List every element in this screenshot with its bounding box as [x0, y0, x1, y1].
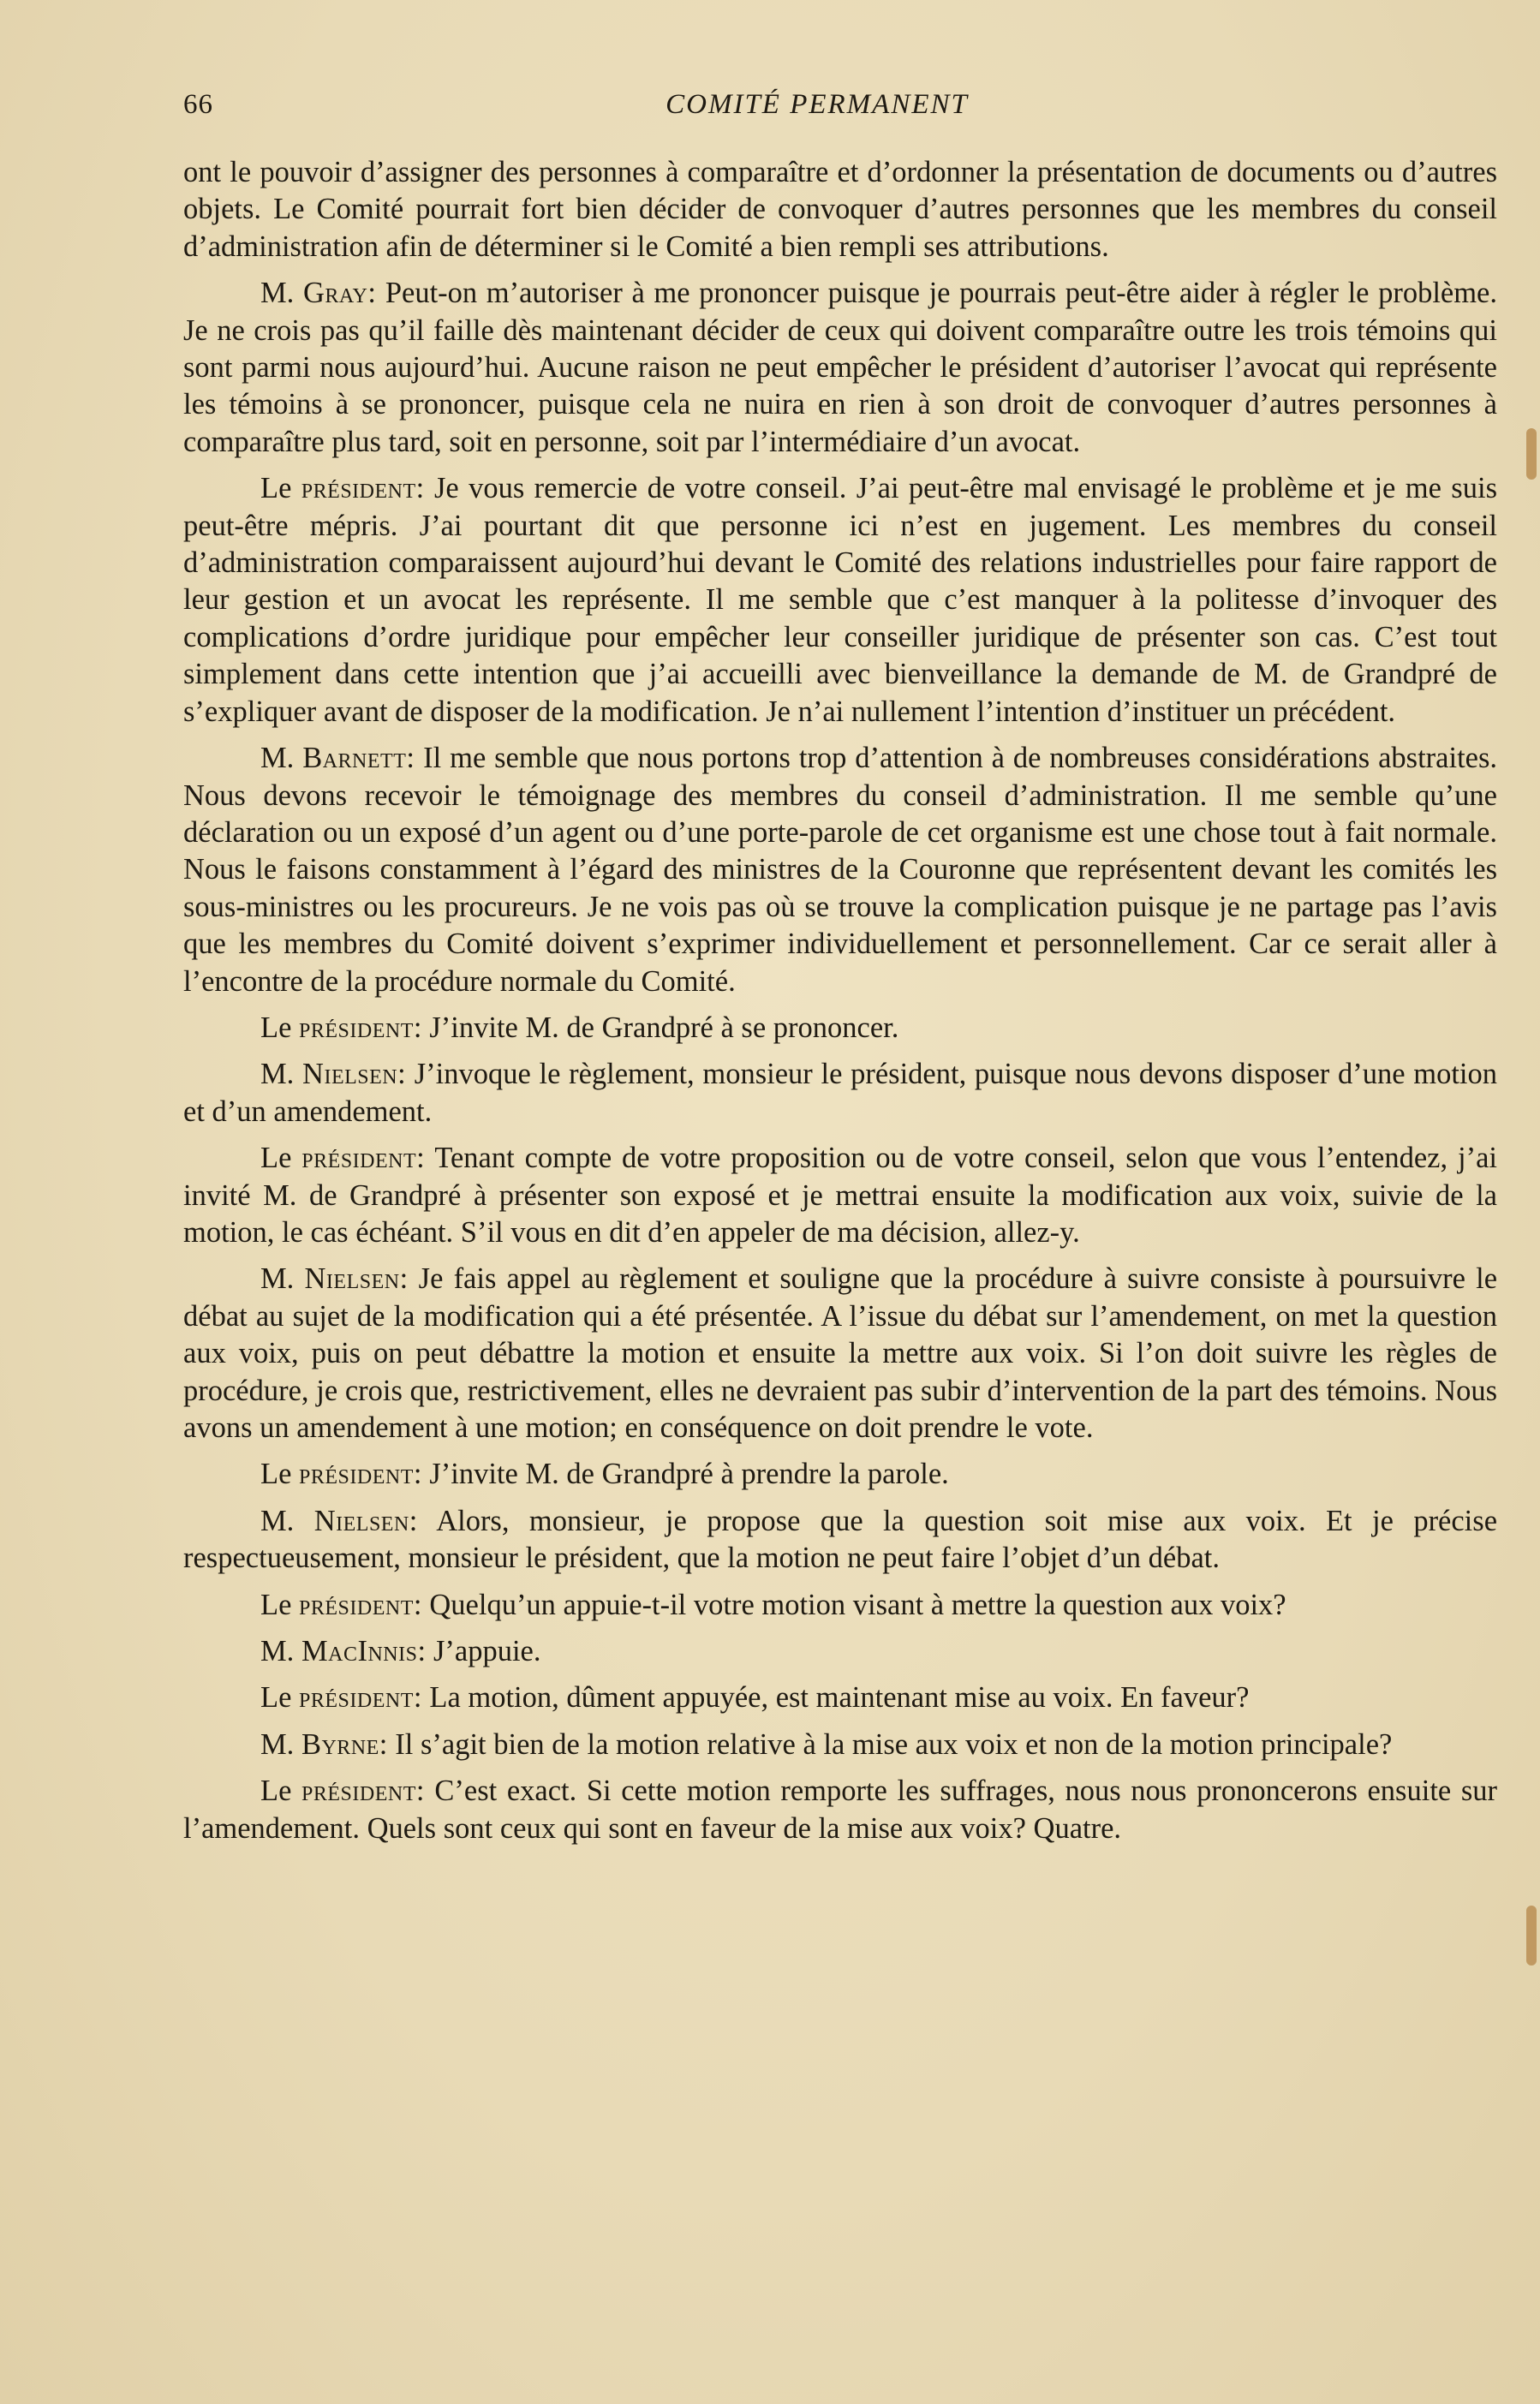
page-edge-mark: [1526, 428, 1537, 480]
paragraph-text: C’est exact. Si cette motion remporte les suffrages, nous nous prononcerons ensuite sur l’amendement. Quels sont ceux qui sont en faveur de la mise aux voix? Quatre.: [183, 1775, 1498, 1845]
paragraph-text: Peut-on m’autoriser à me prononcer puisque je pourrais peut-être aider à régler le problème. Je ne crois pas qu’il faille dès maintenant décider de ceux qui doivent comparaître outre les trois témoins qui sont parmi nous aujourd’hui. Aucune raison ne peut empêcher le président d’autoriser l’avocat qui représente les témoins à se prononcer, puisque cela ne nuira en rien à son droit de convoquer d’autres personnes à comparaître plus tard, soit en personne, soit par l’intermédiaire d’un avocat.: [183, 277, 1497, 458]
speaker-prefix: Le: [260, 1458, 292, 1491]
paragraph-continuation: [183, 154, 1497, 265]
speaker-name: Nielsen: [302, 1058, 398, 1091]
paragraph-nielsen-3: M. Nielsen: Alors, monsieur, je propose que la question soit mise aux voix. Et je précise respectueusement, monsieur le président, que la motion ne peut faire l’objet d’un débat.: [183, 1504, 1498, 1575]
speaker-prefix: Le: [260, 1011, 292, 1044]
paragraph-president-4: Le président: J’invite M. de Grandpré à prendre la parole.: [260, 1458, 949, 1491]
paragraph-president-7: Le président: C’est exact. Si cette motion remporte les suffrages, nous nous prononcerons ensuite sur l’amendement. Quels sont ceux qui sont en faveur de la mise aux voix? Quatre.: [183, 1775, 1498, 1845]
speaker-prefix: M.: [260, 1262, 295, 1296]
running-title: COMITÉ PERMANENT: [666, 89, 969, 120]
paragraph-gray: M. Gray: Peut-on m’autoriser à me prononcer puisque je pourrais peut-être aider à régler le problème. Je ne crois pas qu’il faille dès maintenant décider de ceux qui doivent comparaître outre les trois témoins qui sont parmi nous aujourd’hui. Aucune raison ne peut empêcher le président d’autoriser l’avocat qui représente les témoins à se prononcer, puisque cela ne nuira en rien à son droit de convoquer d’autres personnes à comparaître plus tard, soit en personne, soit par l’intermédiaire d’un avocat.: [183, 277, 1497, 458]
running-header: [183, 82, 1494, 134]
paragraph-text: ont le pouvoir d’assigner des personnes à comparaître et d’ordonner la présentation de documents ou d’autres objets. Le Comité pourrait fort bien décider de convoquer d’autres personnes que les membres du conseil d’administration afin de déterminer si le Comité a bien rempli ses attributions.: [183, 156, 1497, 263]
speaker-prefix: Le: [260, 1588, 292, 1621]
speaker-name: Nielsen: [304, 1262, 400, 1296]
paragraph-text: Il s’agit bien de la motion relative à la mise aux voix et non de la motion principale?: [395, 1727, 1393, 1761]
paragraph-text: J’invite M. de Grandpré à prendre la parole.: [429, 1458, 949, 1491]
speaker-prefix: M.: [260, 1727, 295, 1761]
speaker-name: Gray: [302, 277, 368, 310]
paragraph-text: La motion, dûment appuyée, est maintenant mise au voix. En faveur?: [429, 1681, 1250, 1715]
page-edge-mark: [1526, 1906, 1537, 1966]
speaker-prefix: Le: [260, 472, 292, 505]
speaker-name: président: [301, 1775, 416, 1808]
paragraph-text: J’invite M. de Grandpré à se prononcer.: [429, 1011, 899, 1044]
page-number: 66: [183, 89, 213, 120]
document-body: [183, 154, 1497, 1857]
speaker-name: président: [301, 1142, 417, 1175]
speaker-prefix: M.: [260, 277, 295, 310]
paragraph-barnett: M. Barnett: Il me semble que nous portons trop d’attention à de nombreuses considérations abstraites. Nous devons recevoir le témoignage des membres du conseil d’administration. Il me semble qu’une déclaration ou un exposé d’un agent ou d’une porte-parole de cet organisme est une chose tout à fait normale. Nous le faisons constamment à l’égard des ministres de la Couronne que représentent devant les comités les sous-ministres ou les procureurs. Je ne vois pas où se trouve la complication puisque je ne partage pas l’avis que les membres du Comité doivent s’exprimer individuellement et personnellement. Car ce serait aller à l’encontre de la procédure normale du Comité.: [183, 742, 1498, 998]
paragraph-nielsen-1: M. Nielsen: J’invoque le règlement, monsieur le président, puisque nous devons disposer d’une motion et d’un amendement.: [183, 1058, 1498, 1128]
speaker-name: MacInnis: [301, 1635, 418, 1668]
speaker-name: président: [299, 1011, 414, 1044]
speaker-name: président: [299, 1588, 414, 1621]
speaker-name: président: [299, 1681, 414, 1715]
paragraph-byrne: M. Byrne: Il s’agit bien de la motion relative à la mise aux voix et non de la motion principale?: [260, 1727, 1393, 1761]
paragraph-text: Alors, monsieur, je propose que la question soit mise aux voix. Et je précise respectueusement, monsieur le président, que la motion ne peut faire l’objet d’un débat.: [183, 1504, 1498, 1575]
speaker-prefix: Le: [260, 1775, 292, 1808]
speaker-prefix: M.: [260, 742, 295, 775]
speaker-name: Nielsen: [313, 1504, 409, 1537]
paragraph-macinnis: M. MacInnis: J’appuie.: [260, 1635, 541, 1668]
speaker-prefix: M.: [260, 1504, 295, 1537]
paragraph-text: Je vous remercie de votre conseil. J’ai peut-être mal envisagé le problème et je me suis peut-être mépris. J’ai pourtant dit que personne ici n’est en jugement. Les membres du conseil d’administration comparaissent aujourd’hui devant le Comité des relations industrielles pour faire rapport de leur gestion et un avocat les représente. Il me semble que c’est manquer à la politesse d’invoquer des complications d’ordre juridique pour empêcher leur conseiller juridique de présenter son cas. C’est tout simplement dans cette intention que j’ai accueilli avec bienveillance la demande de M. de Grandpré de s’expliquer avant de disposer de la modification. Je n’ai nullement l’intention d’instituer un précédent.: [183, 472, 1497, 728]
paragraph-president-6: Le président: La motion, dûment appuyée, est maintenant mise au voix. En faveur?: [260, 1681, 1250, 1715]
paragraph-text: Quelqu’un appuie-t-il votre motion visant à mettre la question aux voix?: [429, 1588, 1286, 1621]
paragraph-president-3: Le président: Tenant compte de votre proposition ou de votre conseil, selon que vous l’entendez, j’ai invité M. de Grandpré à présenter son exposé et je mettrai ensuite la modification aux voix, suivie de la motion, le cas échéant. S’il vous en dit d’en appeler de ma décision, allez-y.: [183, 1142, 1497, 1249]
paragraph-text: J’appuie.: [433, 1635, 541, 1668]
paragraph-text: J’invoque le règlement, monsieur le président, puisque nous devons disposer d’une motion et d’un amendement.: [183, 1058, 1498, 1128]
speaker-prefix: M.: [260, 1635, 295, 1668]
speaker-name: président: [299, 1458, 414, 1491]
paragraph-president-5: Le président: Quelqu’un appuie-t-il votre motion visant à mettre la question aux voix?: [260, 1588, 1286, 1621]
paragraph-text: Il me semble que nous portons trop d’attention à de nombreuses considérations abstraites. Nous devons recevoir le témoignage des membres du conseil d’administration. Il me semble qu’une déclaration ou un exposé d’un agent ou d’une porte-parole de cet organisme est une chose tout à fait normale. Nous le faisons constamment à l’égard des ministres de la Couronne que représentent devant les comités les sous-ministres ou les procureurs. Je ne vois pas où se trouve la complication puisque je ne partage pas l’avis que les membres du Comité doivent s’exprimer individuellement et personnellement. Car ce serait aller à l’encontre de la procédure normale du Comité.: [183, 742, 1498, 998]
speaker-name: président: [301, 472, 416, 505]
paragraph-nielsen-2: M. Nielsen: Je fais appel au règlement et souligne que la procédure à suivre consiste à poursuivre le débat au sujet de la modification qui a été présentée. A l’issue du débat sur l’amendement, on met la question aux voix, puis on peut débattre la motion et ensuite la mettre aux voix. Si l’on doit suivre les règles de procédure, je crois que, restrictivement, elles ne devraient pas subir d’intervention de la part des témoins. Nous avons un amendement à une motion; en conséquence on doit prendre le vote.: [183, 1262, 1498, 1444]
paragraph-president-2: Le président: J’invite M. de Grandpré à se prononcer.: [260, 1011, 899, 1044]
paragraph-text: Tenant compte de votre proposition ou de votre conseil, selon que vous l’entendez, j’ai invité M. de Grandpré à présenter son exposé et je mettrai ensuite la modification aux voix, suivie de la motion, le cas échéant. S’il vous en dit d’en appeler de ma décision, allez-y.: [183, 1142, 1497, 1249]
speaker-prefix: Le: [260, 1142, 292, 1175]
speaker-name: Barnett: [302, 742, 407, 775]
paragraph-president-1: Le président: Je vous remercie de votre conseil. J’ai peut-être mal envisagé le problème et je me suis peut-être mépris. J’ai pourtant dit que personne ici n’est en jugement. Les membres du conseil d’administration comparaissent aujourd’hui devant le Comité des relations industrielles pour faire rapport de leur gestion et un avocat les représente. Il me semble que c’est manquer à la politesse d’invoquer des complications d’ordre juridique pour empêcher leur conseiller juridique de présenter son cas. C’est tout simplement dans cette intention que j’ai accueilli avec bienveillance la demande de M. de Grandpré de s’expliquer avant de disposer de la modification. Je n’ai nullement l’intention d’instituer un précédent.: [183, 472, 1497, 728]
paragraph-text: Je fais appel au règlement et souligne que la procédure à suivre consiste à poursuivre le débat au sujet de la modification qui a été présentée. A l’issue du débat sur l’amendement, on met la question aux voix, puis on peut débattre la motion et ensuite la mettre aux voix. Si l’on doit suivre les règles de procédure, je crois que, restrictivement, elles ne devraient pas subir d’intervention de la part des témoins. Nous avons un amendement à une motion; en conséquence on doit prendre le vote.: [183, 1262, 1498, 1444]
speaker-prefix: M.: [260, 1058, 295, 1091]
speaker-name: Byrne: [301, 1727, 379, 1761]
speaker-prefix: Le: [260, 1681, 292, 1715]
